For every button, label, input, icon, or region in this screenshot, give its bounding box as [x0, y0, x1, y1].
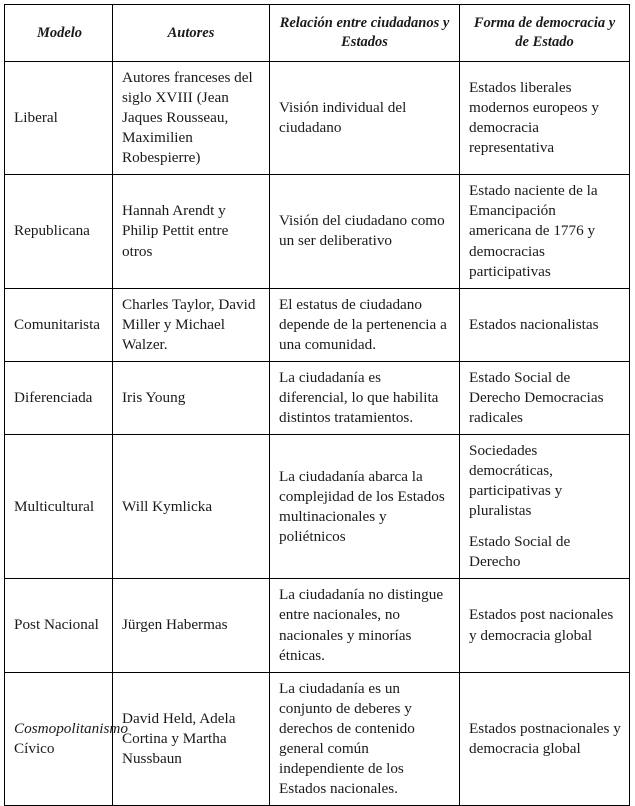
- authors-text-post: (Jean Jaques Rousseau, Maximilien Robespierre): [122, 89, 229, 167]
- table-row: [5, 361, 630, 434]
- table-row: [5, 435, 630, 579]
- cell-forma: [460, 435, 630, 579]
- cell-forma: [460, 672, 630, 805]
- modelo-roman-part: Cívico: [14, 739, 55, 757]
- cell-autores: Will Kymlicka: [113, 435, 270, 579]
- forma-paragraph: Estado naciente de la Emancipación americana de 1776 y democracias participativas: [469, 182, 598, 280]
- models-comparison-table: [4, 4, 630, 806]
- column-header-autores: Autores: [113, 5, 270, 62]
- modelo-italic-part: Cosmopolitanismo: [14, 719, 128, 737]
- column-header-forma: Forma de democracia y de Estado: [460, 5, 630, 62]
- cell-modelo: [5, 672, 128, 805]
- cell-autores: [113, 62, 270, 175]
- cell-autores: David Held, Adela Cortina y Martha Nussbaun: [113, 672, 270, 805]
- forma-paragraph: Estados postnacionales y democracia global: [469, 719, 621, 757]
- table-body: [5, 62, 630, 806]
- cell-forma: [460, 361, 630, 434]
- cell-relacion: La ciudadanía no distingue entre nacionales, no nacionales y minorías étnicas.: [270, 579, 460, 672]
- table-header: [5, 5, 630, 62]
- cell-autores: Iris Young: [113, 361, 270, 434]
- cell-modelo: Post Nacional: [5, 579, 113, 672]
- table-row: [5, 175, 630, 288]
- cell-modelo: Multicultural: [5, 435, 113, 579]
- authors-text-pre: Autores franceses del siglo: [122, 69, 253, 107]
- forma-paragraph: Sociedades democráticas, participativas y pluralistas: [469, 442, 563, 520]
- forma-paragraph: Estado Social de Derecho Democracias radicales: [469, 368, 604, 426]
- column-header-modelo: Modelo: [5, 5, 113, 62]
- cell-modelo: Liberal: [5, 62, 113, 175]
- header-row: [5, 5, 630, 62]
- table-row: [5, 288, 630, 361]
- forma-paragraph: Estados post nacionales y democracia global: [469, 606, 614, 644]
- cell-forma: [460, 62, 630, 175]
- cell-relacion: La ciudadanía es un conjunto de deberes y derechos de contenido general común independiente de los Estados nacionales.: [270, 672, 460, 805]
- cell-forma: [460, 579, 630, 672]
- table-row: [5, 579, 630, 672]
- cell-relacion: La ciudadanía es diferencial, lo que habilita distintos tratamientos.: [270, 361, 460, 434]
- forma-paragraph: Estados liberales modernos europeos y democracia representativa: [469, 79, 599, 157]
- cell-modelo: Republicana: [5, 175, 113, 288]
- cell-relacion: Visión individual del ciudadano: [270, 62, 460, 175]
- cell-autores: Jürgen Habermas: [113, 579, 270, 672]
- cell-relacion: El estatus de ciudadano depende de la pertenencia a una comunidad.: [270, 288, 460, 361]
- cell-forma: [460, 288, 630, 361]
- cell-relacion: Visión del ciudadano como un ser deliberativo: [270, 175, 460, 288]
- column-header-relacion: Relación entre ciudadanos y Estados: [270, 5, 460, 62]
- cell-modelo: Diferenciada: [5, 361, 113, 434]
- cell-modelo: Comunitarista: [5, 288, 113, 361]
- cell-relacion: La ciudadanía abarca la complejidad de los Estados multinacionales y poliétnicos: [270, 435, 460, 579]
- forma-paragraph-secondary: Estado Social de Derecho: [469, 533, 571, 571]
- authors-century-numeral: XVIII: [155, 89, 193, 107]
- table-row: [5, 62, 630, 175]
- forma-paragraph: Estados nacionalistas: [469, 315, 599, 333]
- cell-autores: Charles Taylor, David Miller y Michael Walzer.: [113, 288, 270, 361]
- cell-forma: [460, 175, 630, 288]
- table-row: [5, 672, 630, 805]
- cell-autores: Hannah Arendt y Philip Pettit entre otros: [113, 175, 270, 288]
